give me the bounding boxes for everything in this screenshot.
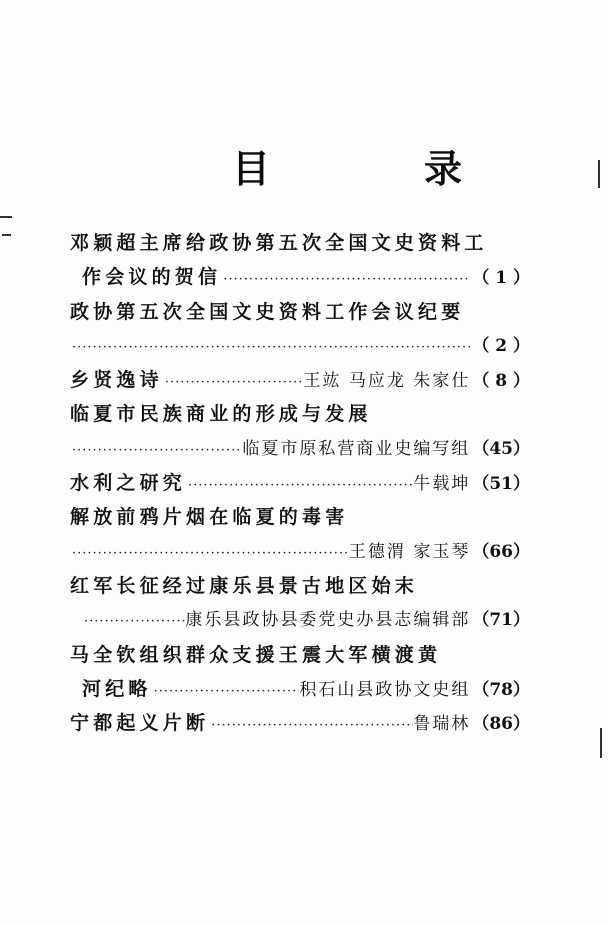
toc-entry-line bbox=[70, 397, 530, 431]
dot-leader bbox=[163, 366, 304, 397]
dot-leader bbox=[186, 469, 413, 500]
toc-entry-page: （86） bbox=[472, 714, 530, 735]
toc-entry-title: 政协第五次全国文史资料工作会议纪要 bbox=[70, 300, 465, 323]
toc-entry-line bbox=[70, 260, 530, 294]
dot-leader bbox=[70, 331, 470, 363]
toc-entry-page: （ 2 ） bbox=[472, 335, 530, 356]
toc-entry bbox=[70, 466, 530, 500]
dot-leader bbox=[221, 263, 470, 294]
toc-entry-page: （45） bbox=[472, 438, 530, 459]
toc-entry-line bbox=[70, 363, 530, 397]
toc-entry-title: 宁都起义片断 bbox=[70, 712, 210, 735]
toc-entry bbox=[70, 569, 530, 638]
toc-entry-line bbox=[70, 466, 530, 500]
scan-mark-right bbox=[598, 160, 600, 188]
toc-entry-author: 王德渭 家玉琴 bbox=[348, 541, 471, 562]
dot-leader bbox=[82, 605, 185, 637]
toc-entry-page: （ 1 ） bbox=[472, 268, 530, 289]
toc-entry-line bbox=[70, 569, 530, 603]
toc-entry-line bbox=[70, 226, 530, 260]
toc-entry-title: 水利之研究 bbox=[70, 472, 187, 495]
toc-entry-author: 王竑 马应龙 朱家仕 bbox=[303, 371, 471, 392]
toc-entry-author: 牛载坤 bbox=[413, 474, 471, 495]
toc-entry bbox=[70, 638, 530, 707]
toc-entry bbox=[70, 706, 530, 740]
toc-entry-page: （51） bbox=[472, 474, 530, 495]
toc-entry-page: （71） bbox=[472, 610, 530, 631]
toc-entry-line bbox=[70, 706, 530, 740]
toc-entry-line bbox=[70, 535, 530, 569]
toc-entry bbox=[70, 397, 530, 466]
toc-entry-line bbox=[70, 500, 530, 534]
toc-entry-title: 乡贤逸诗 bbox=[70, 369, 163, 392]
toc-entry-line bbox=[70, 295, 530, 329]
table-of-contents bbox=[70, 226, 530, 740]
toc-entry-title-continued: 河纪略 bbox=[82, 677, 152, 700]
toc-entry-line bbox=[70, 638, 530, 672]
toc-entry bbox=[70, 295, 530, 364]
toc-entry-author: 鲁瑞林 bbox=[413, 714, 471, 735]
toc-entry-author: 康乐县政协县委党史办县志编辑部 bbox=[185, 610, 471, 631]
toc-entry-page: （78） bbox=[472, 679, 530, 700]
toc-entry bbox=[70, 500, 530, 569]
scan-mark-left bbox=[0, 216, 12, 218]
toc-entry-line bbox=[70, 329, 530, 363]
scan-mark-right-2 bbox=[600, 728, 602, 758]
toc-entry-title-continued: 作会议的贺信 bbox=[82, 266, 222, 289]
toc-entry-title: 临夏市民族商业的形成与发展 bbox=[70, 403, 372, 426]
toc-entry-title: 邓颖超主席给政协第五次全国文史资料工 bbox=[70, 232, 488, 254]
dot-leader bbox=[70, 537, 349, 569]
dot-leader bbox=[209, 709, 413, 740]
toc-entry-line bbox=[70, 672, 530, 706]
toc-entry-author: 积石山县政协文史组 bbox=[299, 679, 471, 700]
toc-entry-title: 马全钦组织群众支援王震大军横渡黄 bbox=[70, 643, 442, 666]
toc-entry-page: （66） bbox=[472, 541, 530, 562]
page-title: 目 录 bbox=[232, 146, 521, 191]
toc-entry bbox=[70, 363, 530, 397]
toc-entry-title: 红军长征经过康乐县景古地区始末 bbox=[70, 574, 419, 597]
dot-leader bbox=[70, 434, 242, 466]
toc-entry bbox=[70, 226, 530, 295]
toc-entry-title: 解放前鸦片烟在临夏的毒害 bbox=[70, 506, 349, 529]
scan-mark-left-2 bbox=[2, 234, 11, 236]
toc-entry-line bbox=[70, 603, 530, 637]
toc-entry-author: 临夏市原私营商业史编写组 bbox=[242, 438, 471, 459]
toc-entry-page: （ 8 ） bbox=[472, 371, 530, 392]
dot-leader bbox=[152, 675, 300, 706]
toc-entry-line bbox=[70, 432, 530, 466]
